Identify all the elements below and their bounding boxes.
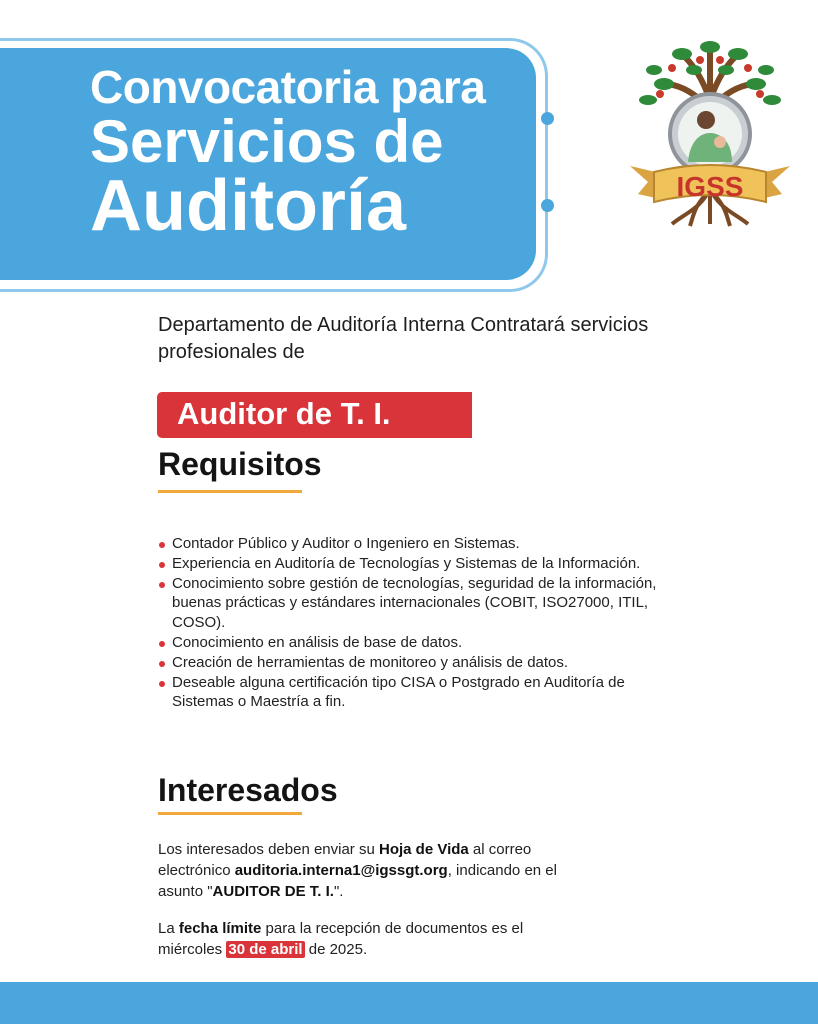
requirements-list xyxy=(158,534,678,712)
role-badge: Auditor de T. I. xyxy=(157,392,472,438)
mother-head-icon xyxy=(697,111,715,129)
deadline-label: fecha límite xyxy=(178,920,262,937)
requirements-underline xyxy=(158,490,302,493)
intro-text: Departamento de Auditoría Interna Contratará servicios profesionales de xyxy=(158,314,649,363)
banner-dot-bottom xyxy=(541,199,554,212)
cv-label: Hoja de Vida xyxy=(378,841,469,858)
logo-text: IGSS xyxy=(676,171,744,202)
text-fragment: para la recepción de documentos es el miércoles xyxy=(158,920,524,958)
child-icon xyxy=(714,136,726,148)
email-subject: AUDITOR DE T. I. xyxy=(212,883,334,900)
title-line-3: Auditoría xyxy=(90,166,406,246)
list-item: Creación de herramientas de monitoreo y análisis de datos. xyxy=(158,653,678,673)
deadline-date-badge: 30 de abril xyxy=(228,941,303,958)
text-fragment: ". xyxy=(333,883,344,900)
list-item: Experiencia en Auditoría de Tecnologías y Sistemas de la Información. xyxy=(158,554,678,574)
list-item: Conocimiento en análisis de base de datos. xyxy=(158,633,678,653)
banner-dot-top xyxy=(541,112,554,125)
text-fragment: de 2025. xyxy=(304,941,368,958)
footer-bar xyxy=(0,982,818,1024)
list-item: Deseable alguna certificación tipo CISA o Postgrado en Auditoría de Sistemas o Maestría a fin. xyxy=(158,673,678,713)
title-line-1: Convocatoria para xyxy=(90,61,486,113)
list-item: Conocimiento sobre gestión de tecnologías, seguridad de la información, buenas prácticas y estándares internacionales (COBIT, ISO27000, ITIL, COSO). xyxy=(158,574,678,633)
deadline-text xyxy=(158,918,578,960)
text-fragment: Los interesados deben enviar su xyxy=(158,841,379,858)
interested-underline xyxy=(158,812,302,815)
interested-heading: Interesados xyxy=(158,772,338,808)
text-fragment: , indicando en el asunto " xyxy=(158,862,557,900)
list-item: Contador Público y Auditor o Ingeniero en Sistemas. xyxy=(158,534,678,554)
application-instructions xyxy=(158,839,578,902)
requirements-heading: Requisitos xyxy=(158,446,322,482)
contact-email[interactable]: auditoria.interna1@igssgt.org xyxy=(234,862,448,879)
text-fragment: La xyxy=(158,920,179,937)
page-title xyxy=(90,61,486,246)
text-fragment: al correo electrónico xyxy=(158,841,532,879)
title-line-2: Servicios de xyxy=(90,108,444,175)
igss-logo-icon xyxy=(624,38,796,228)
